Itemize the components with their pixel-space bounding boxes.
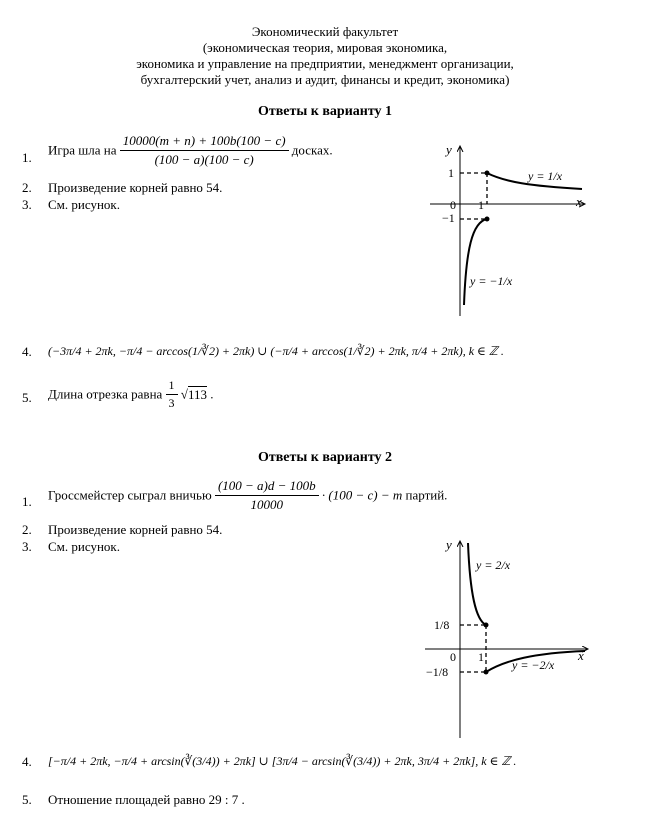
v2-item3-text: См. рисунок. <box>48 539 120 554</box>
v1-item5-text-after: . <box>210 386 214 402</box>
v2-item1-text-before: Гроссмейстер сыграл вничью <box>48 487 212 503</box>
v1-item3-number: 3. <box>22 197 32 212</box>
v1-y-axis-label: y <box>446 142 452 157</box>
v2-tick-x-one: 1 <box>478 650 484 664</box>
v1-label-upper: y = 1/x <box>528 169 563 183</box>
header-line-4: бухгалтерский учет, анализ и аудит, финансы и кредит, экономика) <box>140 72 510 87</box>
v1-point-lower <box>485 217 490 222</box>
v1-item1-denominator: (100 − a)(100 − c) <box>154 152 254 167</box>
v2-item1-fraction <box>215 478 319 513</box>
v2-point-lower <box>484 670 489 675</box>
v1-item1-fraction <box>120 133 289 168</box>
v1-item1-numerator: 10000(m + n) + 100b(100 − c) <box>120 133 289 151</box>
v2-y-axis-label: y <box>446 537 452 552</box>
v1-tick-y-neg: −1 <box>442 211 455 225</box>
v1-tick-x-zero: 0 <box>450 198 456 212</box>
v1-item5-frac-num: 1 <box>166 378 178 395</box>
header-line-2: (экономическая теория, мировая экономика, <box>202 40 448 55</box>
v1-item5-frac-den: 3 <box>168 396 175 410</box>
v2-x-axis-label: x <box>578 648 584 663</box>
v1-item2-text: Произведение корней равно 54. <box>48 180 223 195</box>
v2-item2-text: Произведение корней равно 54. <box>48 522 223 537</box>
v1-tick-y-pos: 1 <box>448 166 454 180</box>
page-header <box>0 24 650 88</box>
v2-label-upper: y = 2/x <box>476 558 511 572</box>
v1-point-upper <box>485 171 490 176</box>
v2-item1-number: 1. <box>22 494 32 509</box>
v1-item2-number: 2. <box>22 180 32 195</box>
v2-point-upper <box>484 623 489 628</box>
v2-item2-number: 2. <box>22 522 32 537</box>
v2-graph <box>420 535 595 740</box>
v1-item4-formula: (−3π/4 + 2πk, −π/4 − arccos(1/∛2) + 2πk) ∪ (−π/4 + arccos(1/∛2) + 2πk, π/4 + 2πk), k ∈ ℤ . <box>48 344 504 358</box>
v2-item1 <box>48 478 447 513</box>
v1-graph <box>410 140 600 318</box>
v1-label-lower: y = −1/x <box>470 274 513 288</box>
header-line-3: экономика и управление на предприятии, менеджмент организации, <box>136 56 514 71</box>
v1-item3-text: См. рисунок. <box>48 197 120 212</box>
v1-item4-number: 4. <box>22 344 32 359</box>
v1-x-axis-label: x <box>576 194 582 209</box>
v1-item1-text-before: Игра шла на <box>48 142 117 158</box>
v2-item3-number: 3. <box>22 539 32 554</box>
v2-item4-number: 4. <box>22 754 32 769</box>
v2-item1-numerator: (100 − a)d − 100b <box>215 478 319 496</box>
v2-item4-formula: [−π/4 + 2πk, −π/4 + arcsin(∛(3/4)) + 2πk] ∪ [3π/4 − arcsin(∛(3/4)) + 2πk, 3π/4 + 2πk], k ∈ ℤ . <box>48 754 517 768</box>
variant2-title: Ответы к варианту 2 <box>257 450 393 465</box>
v1-item5-text-before: Длина отрезка равна <box>48 386 163 402</box>
v1-item1 <box>48 133 333 168</box>
v1-item5-fraction <box>166 378 178 411</box>
variant1-title: Ответы к варианту 1 <box>257 104 393 119</box>
v2-item1-denominator: 10000 <box>250 497 284 512</box>
v1-item5-root-value: 113 <box>187 386 207 402</box>
v2-label-lower: y = −2/x <box>512 658 555 672</box>
v2-tick-y-pos: 1/8 <box>434 618 450 632</box>
v2-item5-number: 5. <box>22 792 32 807</box>
v2-tick-y-neg: −1/8 <box>426 665 449 679</box>
v1-curve-lower <box>464 219 487 305</box>
header-line-1: Экономический факультет <box>251 24 399 39</box>
v2-item5-text: Отношение площадей равно 29 : 7 . <box>48 792 245 807</box>
v1-item5-number: 5. <box>22 390 32 405</box>
v2-curve-upper <box>468 543 486 625</box>
v2-item1-tail: · (100 − c) − m <box>321 487 403 503</box>
v1-item1-text-after: досках. <box>291 142 333 158</box>
v1-item5-root: √113 <box>180 386 207 402</box>
v2-tick-x-zero: 0 <box>450 650 456 664</box>
v2-item1-text-after: партий. <box>405 487 448 503</box>
v1-item5 <box>48 378 213 411</box>
v1-item1-number: 1. <box>22 150 32 165</box>
v1-tick-x-one: 1 <box>478 198 484 212</box>
